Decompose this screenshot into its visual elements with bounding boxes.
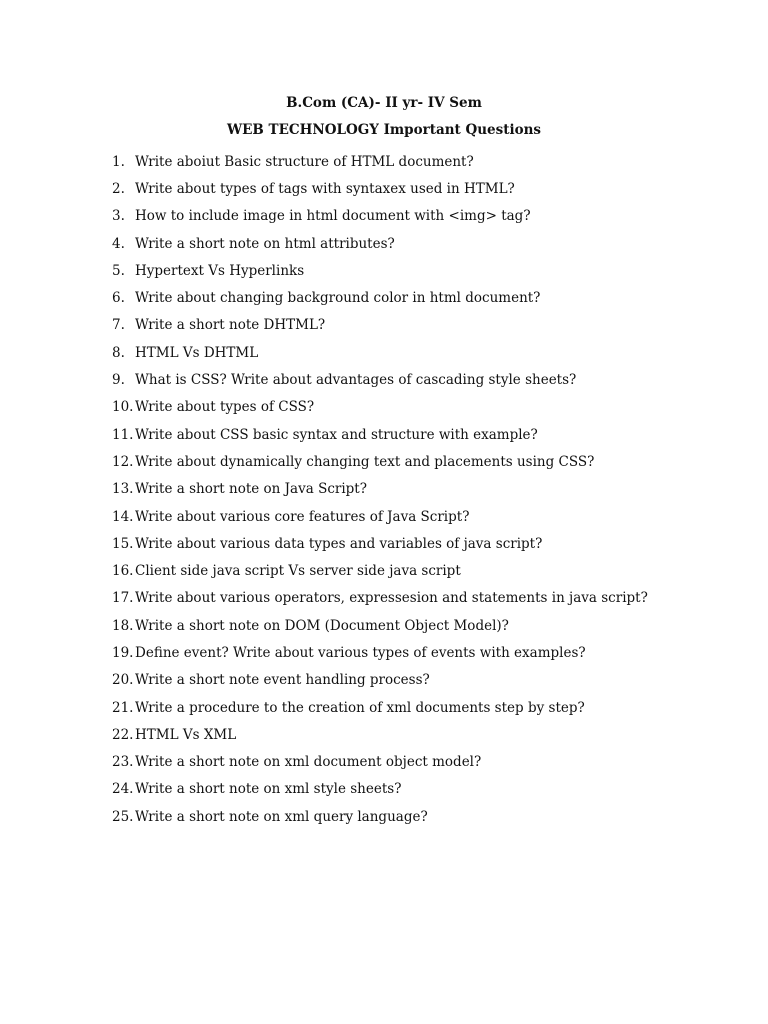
question-item [112, 776, 732, 803]
question-number: 6. [112, 290, 125, 307]
question-text: Write about types of tags with syntaxex used in HTML? [135, 180, 515, 197]
question-text: Write a short note on xml style sheets? [135, 781, 402, 798]
question-text: Write a short note event handling process? [135, 672, 430, 689]
question-number: 10. [112, 399, 134, 416]
question-text: Write a short note DHTML? [135, 317, 326, 334]
question-text: Write about CSS basic syntax and structure with example? [135, 426, 538, 443]
question-number: 24. [112, 781, 134, 798]
question-text: Write a short note on xml document object model? [135, 754, 482, 771]
question-text: What is CSS? Write about advantages of cascading style sheets? [135, 372, 577, 389]
question-item [112, 421, 732, 448]
question-item [112, 284, 732, 311]
question-number: 25. [112, 808, 134, 825]
question-item [112, 749, 732, 776]
question-item [112, 448, 732, 475]
question-text: Write a short note on html attributes? [135, 235, 395, 252]
question-text: Write a short note on xml query language? [135, 808, 428, 825]
question-item [112, 557, 732, 584]
question-item [112, 339, 732, 366]
question-list [112, 148, 732, 830]
question-text: Write a short note on Java Script? [135, 481, 367, 498]
question-text: HTML Vs XML [135, 726, 237, 743]
question-text: Write about dynamically changing text and placements using CSS? [135, 453, 595, 470]
question-text: Define event? Write about various types of events with examples? [135, 644, 586, 661]
question-number: 2. [112, 180, 125, 197]
question-item [112, 476, 732, 503]
question-item [112, 530, 732, 557]
question-item [112, 803, 732, 830]
question-number: 18. [112, 617, 134, 634]
question-item [112, 366, 732, 393]
question-number: 5. [112, 262, 125, 279]
question-item [112, 503, 732, 530]
question-text: Write about changing background color in html document? [135, 290, 541, 307]
question-text: Write about various data types and variables of java script? [135, 535, 543, 552]
question-text: Write a short note on DOM (Document Object Model)? [135, 617, 509, 634]
question-text: Write about various operators, expressesion and statements in java script? [135, 590, 648, 607]
question-number: 9. [112, 372, 125, 389]
question-item [112, 694, 732, 721]
question-item [112, 639, 732, 666]
question-text: Hypertext Vs Hyperlinks [135, 262, 305, 279]
question-item [112, 721, 732, 748]
question-number: 16. [112, 563, 134, 580]
question-number: 17. [112, 590, 134, 607]
question-item [112, 585, 732, 612]
question-number: 23. [112, 754, 134, 771]
question-text: How to include image in html document with <img> tag? [135, 208, 531, 225]
course-heading: B.Com (CA)- II yr- IV Sem [286, 95, 482, 111]
question-text: Client side java script Vs server side java script [135, 563, 461, 580]
question-number: 7. [112, 317, 125, 334]
question-number: 3. [112, 208, 125, 225]
page-title: WEB TECHNOLOGY Important Questions [226, 122, 542, 138]
question-number: 21. [112, 699, 134, 716]
question-text: Write a procedure to the creation of xml documents step by step? [135, 699, 585, 716]
question-text: Write aboiut Basic structure of HTML document? [135, 153, 474, 170]
question-item [112, 312, 732, 339]
question-text: Write about types of CSS? [135, 399, 315, 416]
question-number: 4. [112, 235, 125, 252]
question-item [112, 203, 732, 230]
question-text: HTML Vs DHTML [135, 344, 259, 361]
question-item [112, 394, 732, 421]
question-number: 1. [112, 153, 125, 170]
question-number: 13. [112, 481, 134, 498]
question-number: 15. [112, 535, 134, 552]
question-text: Write about various core features of Java Script? [135, 508, 470, 525]
question-item [112, 612, 732, 639]
question-item [112, 667, 732, 694]
question-number: 12. [112, 453, 134, 470]
question-number: 8. [112, 344, 125, 361]
question-number: 14. [112, 508, 134, 525]
question-number: 22. [112, 726, 134, 743]
question-item [112, 257, 732, 284]
question-item [112, 175, 732, 202]
question-item [112, 230, 732, 257]
question-number: 19. [112, 644, 134, 661]
question-number: 11. [112, 426, 134, 443]
question-number: 20. [112, 672, 134, 689]
question-item [112, 148, 732, 175]
